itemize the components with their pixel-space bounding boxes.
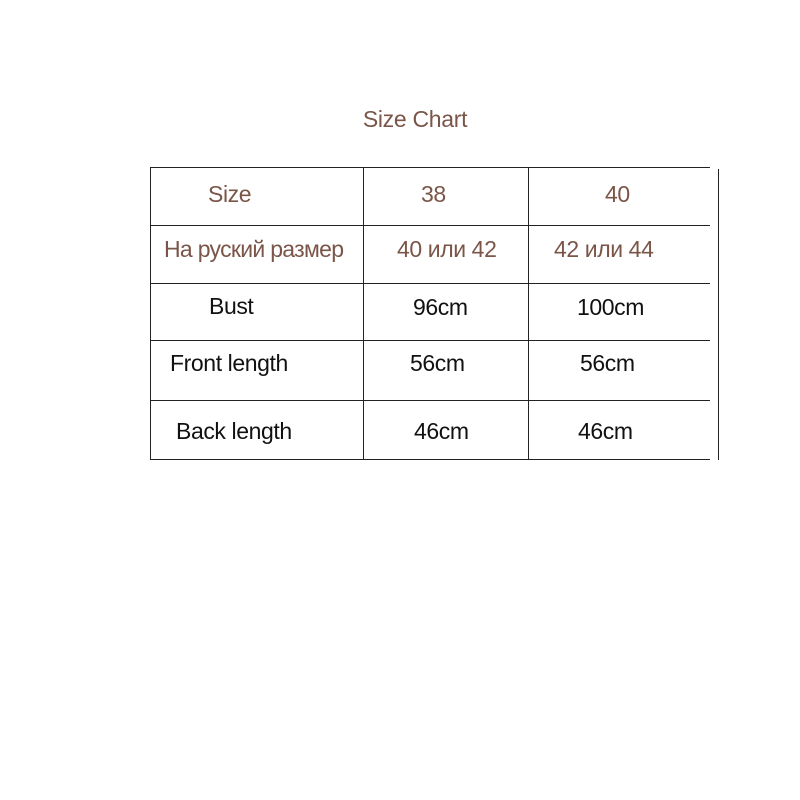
- table-rule: [150, 340, 710, 341]
- row-label: Bust: [209, 293, 254, 319]
- table-cell: 96cm: [413, 294, 468, 320]
- table-cell: 40 или 42: [397, 236, 497, 262]
- table-cell: 46cm: [414, 418, 469, 444]
- table-rule: [363, 167, 364, 460]
- column-header: 38: [421, 181, 446, 207]
- table-cell: 56cm: [580, 350, 635, 376]
- row-label: Back length: [176, 418, 292, 444]
- table-cell: 46cm: [578, 418, 633, 444]
- table-cell: 56cm: [410, 350, 465, 376]
- row-label: Front length: [170, 350, 288, 376]
- table-rule: [150, 283, 710, 284]
- column-header: Size: [208, 181, 252, 207]
- table-cell: 100cm: [577, 294, 645, 320]
- table-rule: [528, 167, 529, 460]
- table-rule: [718, 169, 719, 460]
- column-header: 40: [605, 181, 630, 207]
- row-label: На руский размер: [164, 236, 344, 262]
- table-rule: [150, 459, 710, 460]
- table-rule: [150, 225, 710, 226]
- table-rule: [150, 167, 151, 460]
- table-rule: [150, 400, 710, 401]
- page-title: Size Chart: [362, 106, 468, 132]
- table-cell: 42 или 44: [554, 236, 654, 262]
- table-rule: [150, 167, 710, 168]
